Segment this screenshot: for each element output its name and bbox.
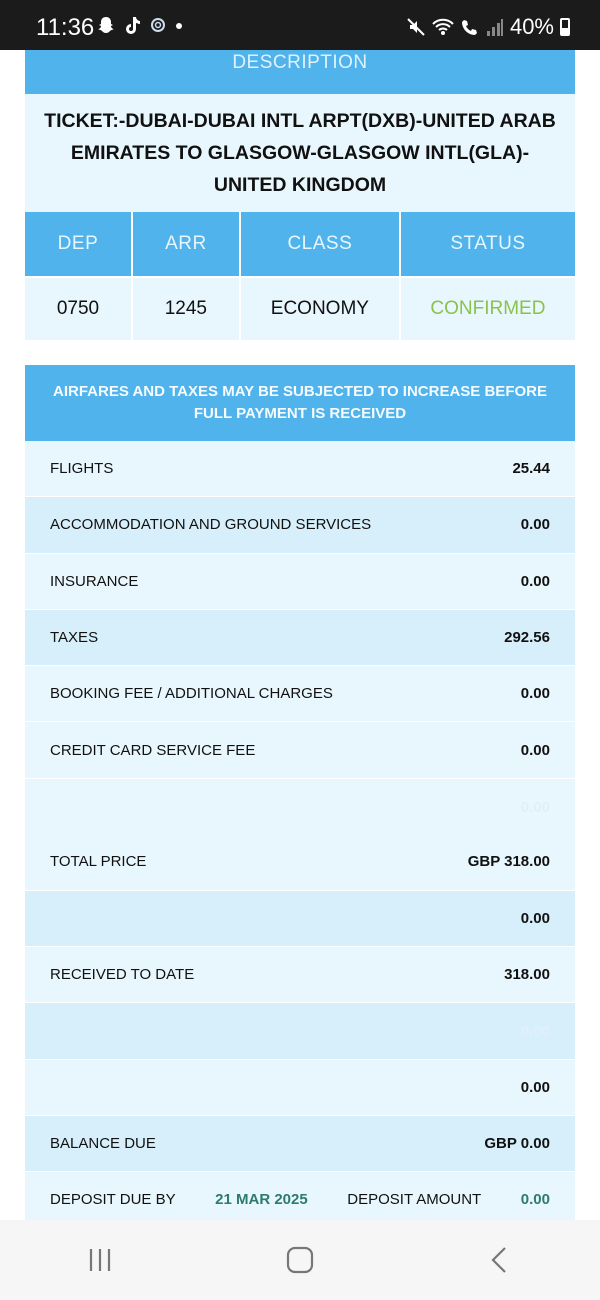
dot-icon (174, 15, 184, 35)
booking-status: CONFIRMED (400, 277, 575, 340)
status-header: STATUS (400, 212, 575, 277)
charge-value: 0.00 (520, 572, 550, 590)
dep-time: 0750 (25, 277, 132, 340)
clock: 11:36 (36, 14, 95, 41)
battery-percent: 40% (509, 14, 554, 39)
battery-icon (560, 18, 570, 36)
ticket-text: TICKET:-DUBAI-DUBAI INTL ARPT(DXB)-UNITED ARAB EMIRATES TO GLASGOW-GLASGOW INTL(GLA)-UNITED KINGDOM (44, 110, 556, 196)
received-value: 318.00 (504, 966, 550, 984)
price-notice-text: AIRFARES AND TAXES MAY BE SUBJECTED TO INCREASE BEFORE FULL PAYMENT IS RECEIVED (53, 383, 547, 422)
deposit-due-date: 21 MAR 2025 (215, 1191, 308, 1209)
signal-icon (486, 17, 504, 37)
booking-summary (25, 50, 575, 1229)
charge-value: 0.00 (520, 685, 550, 703)
charge-row-insurance (25, 554, 575, 610)
home-icon (285, 1245, 315, 1275)
deposit-amount-label: DEPOSIT AMOUNT (347, 1191, 482, 1209)
arr-time: 1245 (132, 277, 240, 340)
wifi-call-icon (460, 17, 480, 37)
dep-header: DEP (25, 212, 132, 277)
charge-value: 0.00 (520, 516, 550, 534)
spacer (25, 340, 575, 365)
total-price-value: GBP 318.00 (467, 852, 550, 870)
unlabeled-row (25, 1060, 575, 1116)
balance-due-label: BALANCE DUE (50, 1135, 156, 1153)
charge-row-flights (25, 441, 575, 497)
charge-label: INSURANCE (50, 572, 139, 590)
total-price-row (25, 779, 575, 891)
charge-label: FLIGHTS (50, 460, 114, 478)
description-header: DESCRIPTION (25, 50, 575, 94)
deposit-amount-value: 0.00 (520, 1191, 550, 1209)
charge-label: TAXES (50, 629, 99, 647)
hidden-value: 0.00 (520, 1022, 550, 1040)
charge-label: CREDIT CARD SERVICE FEE (50, 741, 256, 759)
flight-table (25, 212, 575, 340)
status-bar (0, 0, 600, 50)
tiktok-icon (122, 15, 142, 35)
price-notice (25, 365, 575, 441)
charge-value: 0.00 (520, 741, 550, 759)
charge-row-credit-card-fee (25, 722, 575, 778)
charge-value: 25.44 (512, 460, 550, 478)
recent-apps-button[interactable] (70, 1230, 130, 1290)
hidden-value: 0.00 (520, 798, 550, 816)
settings-gear-icon (148, 15, 168, 35)
deposit-due-label: DEPOSIT DUE BY (50, 1191, 176, 1209)
charge-label: BOOKING FEE / ADDITIONAL CHARGES (50, 685, 333, 703)
class-header: CLASS (240, 212, 400, 277)
charge-label: ACCOMMODATION AND GROUND SERVICES (50, 516, 372, 534)
unlabeled-row (25, 891, 575, 947)
travel-class: ECONOMY (240, 277, 400, 340)
snapchat-icon (96, 15, 116, 35)
total-price-label: TOTAL PRICE (50, 852, 147, 870)
hidden-row (25, 1003, 575, 1059)
system-indicators (406, 14, 570, 40)
recent-apps-icon (85, 1245, 115, 1275)
home-button[interactable] (270, 1230, 330, 1290)
charge-row-booking-fee (25, 666, 575, 722)
arr-header: ARR (132, 212, 240, 277)
charge-row-accommodation (25, 497, 575, 553)
back-icon (485, 1245, 515, 1275)
charge-value: 0.00 (520, 1078, 550, 1096)
notification-icons (96, 15, 184, 35)
balance-due-row (25, 1116, 575, 1172)
received-to-date-row (25, 947, 575, 1003)
wifi-icon (432, 17, 454, 37)
system-nav-bar (0, 1220, 600, 1300)
mute-icon (406, 17, 426, 37)
received-label: RECEIVED TO DATE (50, 966, 195, 984)
back-button[interactable] (470, 1230, 530, 1290)
ticket-description (25, 94, 575, 212)
charge-value: 292.56 (504, 629, 550, 647)
charge-value: 0.00 (520, 909, 550, 927)
charge-row-taxes (25, 610, 575, 666)
balance-due-value: GBP 0.00 (484, 1135, 550, 1153)
